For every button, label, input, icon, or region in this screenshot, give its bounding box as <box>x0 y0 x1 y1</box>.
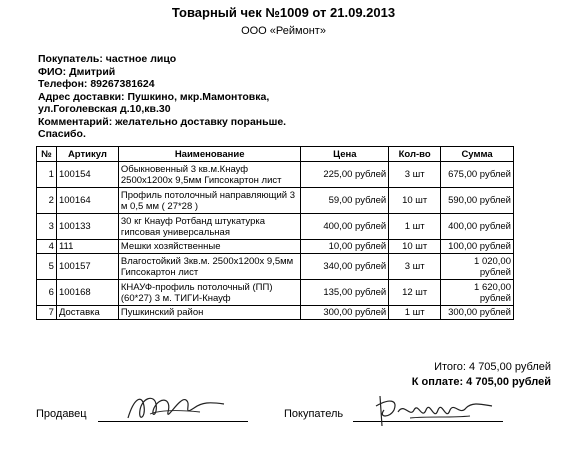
row-qty: 12 шт <box>389 280 441 306</box>
row-name: Пушкинский район <box>118 306 301 320</box>
customer-phone: Телефон: 89267381624 <box>38 78 155 90</box>
row-sum: 100,00 рублей <box>441 240 514 254</box>
row-sum: 675,00 рублей <box>441 162 514 188</box>
address-line-2: ул.Гоголевская д.10,кв.30 <box>38 103 171 115</box>
col-header-number: № <box>37 147 57 162</box>
row-name: Обыкновенный 3 кв.м.Кнауф 2500x1200x 9,5мм Гипсокартон лист <box>118 162 301 188</box>
row-qty: 3 шт <box>389 254 441 280</box>
table-row <box>37 240 514 254</box>
row-name: Влагостойкий 3кв.м. 2500x1200x 9,5мм Гипсокартон лист <box>118 254 301 280</box>
row-price: 10,00 рублей <box>301 240 389 254</box>
row-price: 225,00 рублей <box>301 162 389 188</box>
seller-signature <box>120 388 230 428</box>
col-header-price: Цена <box>301 147 389 162</box>
row-name: 30 кг Кнауф Ротбанд штукатурка гипсовая универсальная <box>118 214 301 240</box>
row-sum: 400,00 рублей <box>441 214 514 240</box>
row-qty: 10 шт <box>389 188 441 214</box>
row-name: КНАУФ-профиль потолочный (ПП) (60*27) 3 м. ТИГИ-Кнауф <box>118 280 301 306</box>
row-sku: 100164 <box>56 188 118 214</box>
row-number: 7 <box>37 306 57 320</box>
row-qty: 1 шт <box>389 214 441 240</box>
buyer-signature <box>370 388 495 432</box>
row-sku: 100168 <box>56 280 118 306</box>
row-sku: 111 <box>56 240 118 254</box>
row-number: 6 <box>37 280 57 306</box>
row-qty: 10 шт <box>389 240 441 254</box>
delivery-comment: Комментарий: желательно доставку пораньше. <box>38 115 287 128</box>
table-row <box>37 188 514 214</box>
row-price: 340,00 рублей <box>301 254 389 280</box>
table-row <box>37 306 514 320</box>
row-qty: 1 шт <box>389 306 441 320</box>
row-sum: 1 620,00 рублей <box>441 280 514 306</box>
table-row <box>37 280 514 306</box>
company-name: ООО «Реймонт» <box>241 25 326 37</box>
col-header-sum: Сумма <box>441 147 514 162</box>
customer-name: ФИО: Дмитрий <box>38 65 116 78</box>
row-number: 4 <box>37 240 57 254</box>
customer-info <box>38 53 286 141</box>
seller-label: Продавец <box>36 408 87 420</box>
row-number: 2 <box>37 188 57 214</box>
total-amount: Итого: 4 705,00 рублей <box>434 361 551 373</box>
row-sku: 100133 <box>56 214 118 240</box>
row-price: 300,00 рублей <box>301 306 389 320</box>
buyer-type: Покупатель: частное лицо <box>38 53 177 65</box>
row-name: Мешки хозяйственные <box>118 240 301 254</box>
table-row <box>37 214 514 240</box>
items-table <box>36 146 514 320</box>
col-header-name: Наименование <box>118 147 301 162</box>
row-name: Профиль потолочный направляющий 3 м 0,5 мм ( 27*28 ) <box>118 188 301 214</box>
row-number: 1 <box>37 162 57 188</box>
buyer-label: Покупатель <box>284 408 344 420</box>
table-row <box>37 162 514 188</box>
row-sum: 590,00 рублей <box>441 188 514 214</box>
row-price: 59,00 рублей <box>301 188 389 214</box>
row-sum: 300,00 рублей <box>441 306 514 320</box>
row-sum: 1 020,00 рублей <box>441 254 514 280</box>
table-row <box>37 254 514 280</box>
col-header-qty: Кол-во <box>389 147 441 162</box>
thanks-text: Спасибо. <box>38 128 86 140</box>
row-qty: 3 шт <box>389 162 441 188</box>
amount-to-pay: К оплате: 4 705,00 рублей <box>411 376 551 388</box>
row-sku: 100157 <box>56 254 118 280</box>
row-sku: Доставка <box>56 306 118 320</box>
row-price: 135,00 рублей <box>301 280 389 306</box>
receipt-title: Товарный чек №1009 от 21.09.2013 <box>171 5 396 20</box>
row-price: 400,00 рублей <box>301 214 389 240</box>
row-sku: 100154 <box>56 162 118 188</box>
address-line-1: Адрес доставки: Пушкино, мкр.Мамонтовка, <box>38 90 270 103</box>
row-number: 5 <box>37 254 57 280</box>
table-header-row <box>37 147 514 162</box>
row-number: 3 <box>37 214 57 240</box>
col-header-sku: Артикул <box>56 147 118 162</box>
